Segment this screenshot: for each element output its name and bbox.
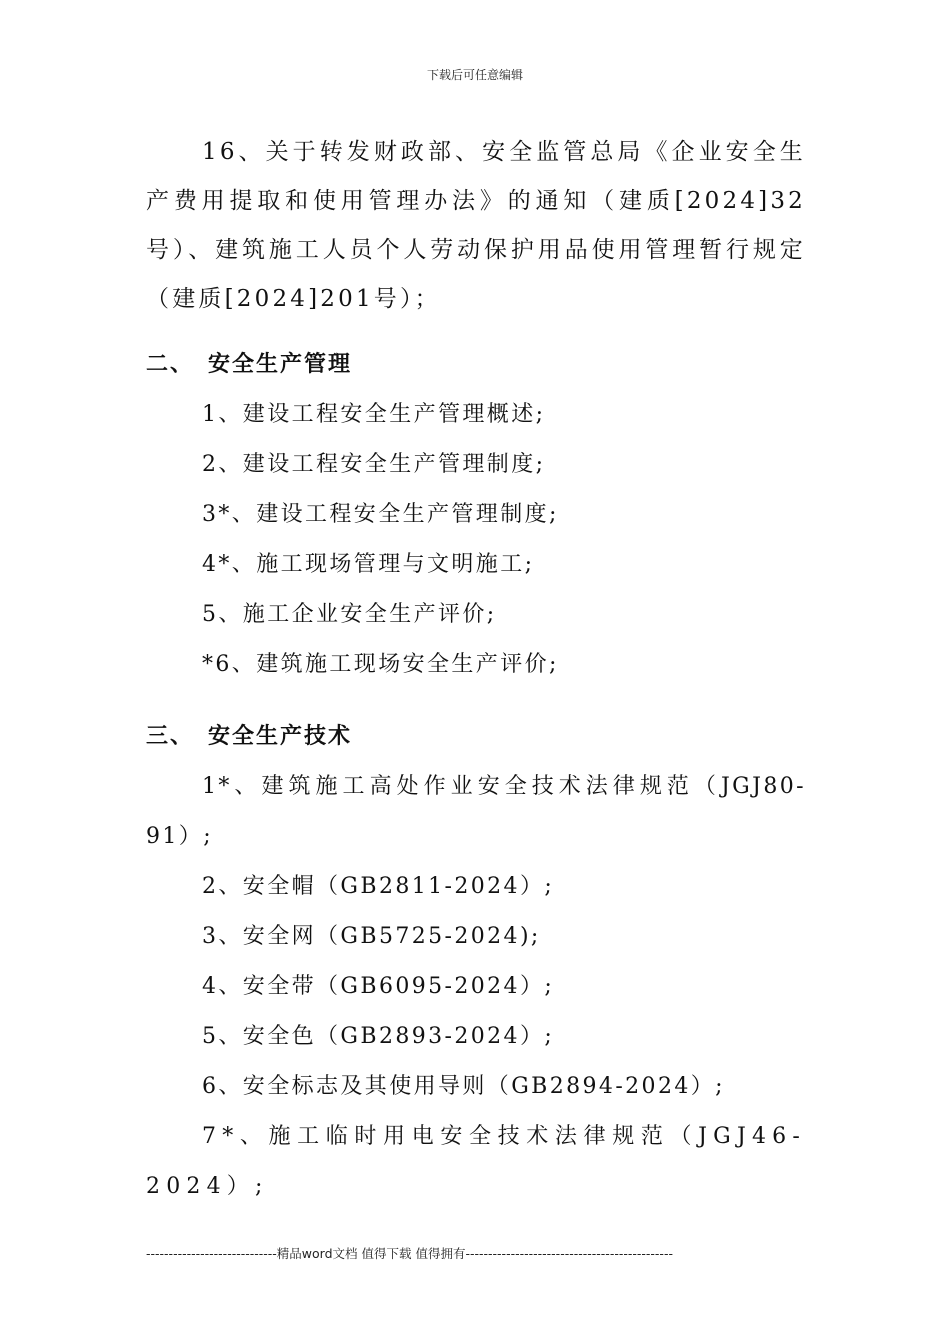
intro-paragraph: 16、关于转发财政部、安全监管总局《企业安全生产费用提取和使用管理办法》的通知（建质[2024]32号）、建筑施工人员个人劳动保护用品使用管理暂行规定（建质[2024]201号）；: [146, 139, 806, 312]
section-3-item-3: 3、安全网（GB5725-2024);: [202, 924, 541, 949]
section-3-title: 安全生产技术: [208, 724, 353, 749]
header-note: 下载后可任意编辑: [426, 68, 523, 82]
section-3-item-2: 2、安全帽（GB2811-2024）;: [202, 874, 555, 899]
section-3-number: 三、: [146, 724, 195, 749]
section-3-item-5: 5、安全色（GB2893-2024）;: [202, 1024, 555, 1049]
section-2-item-4: 4*、施工现场管理与文明施工;: [202, 552, 535, 577]
footer-note: -----------------------------精品word文档 值得下载 值得拥有----------------------------------------------: [146, 1246, 673, 1261]
section-2-item-5: 5、施工企业安全生产评价;: [202, 602, 497, 627]
section-3-item-6: 6、安全标志及其使用导则（GB2894-2024）;: [202, 1074, 725, 1099]
section-3-item-1: 1*、建筑施工高处作业安全技术法律规范（JGJ80-91）;: [146, 774, 806, 849]
section-2-item-3: 3*、建设工程安全生产管理制度;: [202, 502, 559, 527]
section-2-number: 二、: [146, 352, 195, 377]
section-3-item-4: 4、安全带（GB6095-2024）;: [202, 974, 555, 999]
section-2-item-6: *6、建筑施工现场安全生产评价;: [202, 652, 559, 677]
document-body: [146, 128, 806, 1212]
section-2-item-2: 2、建设工程安全生产管理制度;: [202, 452, 546, 477]
section-2-heading: [146, 340, 806, 390]
section-gap: [146, 690, 806, 712]
section-2-title: 安全生产管理: [208, 352, 353, 377]
section-2-item-1: 1、建设工程安全生产管理概述;: [202, 402, 546, 427]
section-3-item-7: 7*、施工临时用电安全技术法律规范（JGJ46-2024）;: [146, 1124, 806, 1199]
section-3-heading: [146, 712, 806, 762]
